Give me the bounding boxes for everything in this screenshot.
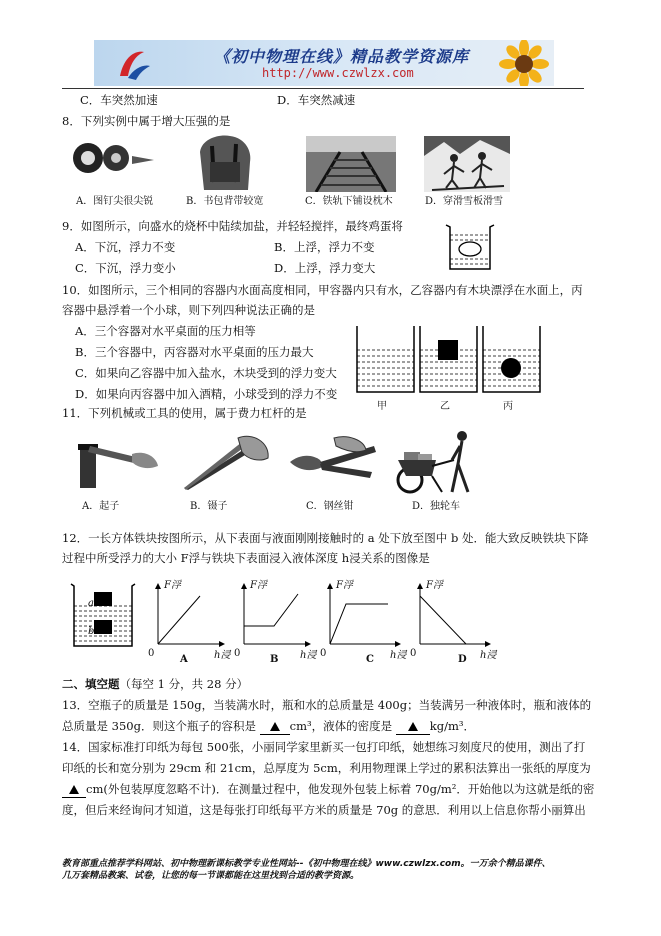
wheelbarrow-image [392,430,476,496]
q8-caption-d: D．穿滑雪板滑雪 [425,196,504,207]
q9-option-b: B．上浮，浮力不变 [274,240,375,254]
header-rule [62,88,584,89]
graph-c-label: C [366,654,374,665]
pliers-image [284,432,380,494]
q12-stem-line2: 过程中所受浮力的大小 F浮与铁块下表面浸入液体深度 h浸关系的图像是 [62,551,430,565]
footer-line2: 几万套精品教案、试卷，让您的每一节课都能在这里找到合适的教学资源。 [62,871,360,881]
q14-line3 [62,782,594,798]
q12-stem-line1: 12．一长方体铁块按图所示，从下表面与液面刚刚接触时的 a 处下放至图中 b 处．能大致反映铁块下降 [62,531,589,545]
container-label-bing: 丙 [503,401,513,412]
q8-stem: 8．下列实例中属于增大压强的是 [62,114,231,128]
q8-caption-a: A．图钉尖很尖锐 [76,196,154,207]
graph-a-axis-f: F浮 [164,580,181,591]
q13-line1: 13．空瓶子的质量是 150g，当装满水时，瓶和水的总质量是 400g；当装满另一种液体时，瓶和液体的 [62,698,592,712]
site-logo-icon [114,46,154,82]
banner-title: 《初中物理在线》精品教学资源库 [214,47,470,66]
graph-d-origin: 0 [410,648,417,659]
q8-caption-b: B．书包背带较宽 [186,196,264,207]
q13-line2-c: kg/m³． [429,719,475,733]
q14-line1: 14．国家标准打印纸为每包 500张，小丽同学家里新买一包打印纸，她想练习刻度尺的使用，测出了打 [62,740,586,754]
section-2-title: 二、填空题 [62,677,120,691]
footer [62,858,551,882]
q10-option-b: B．三个容器中，丙容器对水平桌面的压力最大 [75,345,314,359]
container-label-jia: 甲 [377,401,387,412]
q10-stem-line1: 10．如图所示，三个相同的容器内水面高度相同，甲容器内只有水，乙容器内有木块漂浮在水面上，丙 [62,283,583,297]
three-containers-figure [354,322,542,398]
graph-b-origin: 0 [234,648,241,659]
q11-caption-b: B．镊子 [190,501,228,512]
q14-line4: 度，但后来经询问才知道，这是每张打印纸每平方米的质量是 70g 的意思．利用以上信息你帮小丽算出 [62,803,586,817]
q14-blank-thickness[interactable] [62,782,86,798]
q14-line2: 印纸的长和宽分别为 29cm 和 21cm，总厚度为 5cm，利用物理课上学过的累积法算出一张纸的厚度为 [62,761,591,775]
bottle-opener-image [68,436,160,492]
answer-triangle-icon [69,785,79,794]
q11-caption-c: C．钢丝钳 [306,501,354,512]
q9-option-a: A．下沉，浮力不变 [75,240,176,254]
iron-block-beaker-figure [68,580,138,650]
footer-line1: 教育部重点推荐学科网站、初中物理新课标教学专业性网站--《初中物理在线》www.czwlzx.com。一万余个精品课件、 [62,859,551,869]
q13-line2 [62,719,475,735]
q10-stem-line2: 容器中悬浮着一个小球，则下列四种说法正确的是 [62,303,315,317]
graph-c-axis-f: F浮 [336,580,353,591]
beaker-egg-figure [442,223,498,273]
graph-b-axis-h: h浸 [300,650,317,661]
q14-line3-b: cm(外包装厚度忽略不计)．在测量过程中，他发现外包装上标着 70g/m²．开始他以为这就是纸的密 [86,782,595,796]
banner-url[interactable]: http://www.czwlzx.com [262,66,414,80]
q10-option-a: A．三个容器对水平桌面的压力相等 [75,324,256,338]
q10-option-d: D．如果向丙容器中加入酒精，小球受到的浮力不变 [75,387,338,401]
header-banner [94,40,554,86]
graph-d-axis-f: F浮 [426,580,443,591]
q8-caption-c: C．铁轨下铺设枕木 [305,196,393,207]
q13-blank-density[interactable] [396,719,430,735]
graph-b-label: B [270,654,279,665]
q11-caption-d: D．独轮车 [412,501,461,512]
q9-option-c: C．下沉，浮力变小 [75,261,176,275]
section-2-note: （每空 1 分，共 28 分） [119,677,249,691]
q13-blank-volume[interactable] [260,719,290,735]
q11-stem: 11．下列机械或工具的使用，属于费力杠杆的是 [62,406,307,420]
beaker-label-b: b [88,626,95,637]
answer-triangle-icon [408,722,418,731]
q7-option-d: D．车突然减速 [277,93,356,107]
graph-d-axis-h: h浸 [480,650,497,661]
q9-option-d: D．上浮，浮力变大 [274,261,376,275]
graph-b-axis-f: F浮 [250,580,267,591]
graph-c-origin: 0 [320,648,327,659]
skiing-image [424,136,510,192]
container-label-yi: 乙 [440,401,450,412]
q10-option-c: C．如果向乙容器中加入盐水，木块受到的浮力变大 [75,366,337,380]
beaker-label-a: a [88,598,94,609]
section-2-heading [62,677,248,692]
sunflower-icon [494,40,554,86]
railway-image [306,136,396,192]
q13-line2-a: 总质量是 350g．则这个瓶子的容积是 [62,719,256,733]
q11-caption-a: A．起子 [82,501,120,512]
graph-a-label: A [180,654,188,665]
q9-stem: 9．如图所示，向盛水的烧杯中陆续加盐，并轻轻搅拌，最终鸡蛋将 [62,219,403,233]
backpack-image [190,132,260,194]
graph-c-axis-h: h浸 [390,650,407,661]
graph-d-label: D [458,654,467,665]
graph-a-origin: 0 [148,648,155,659]
graph-a-axis-h: h浸 [214,650,231,661]
answer-triangle-icon [270,722,280,731]
tweezers-image [176,432,272,494]
q7-option-c: C．车突然加速 [80,93,158,107]
thumbtack-image [70,136,156,188]
q13-line2-b: cm³，液体的密度是 [289,719,393,733]
